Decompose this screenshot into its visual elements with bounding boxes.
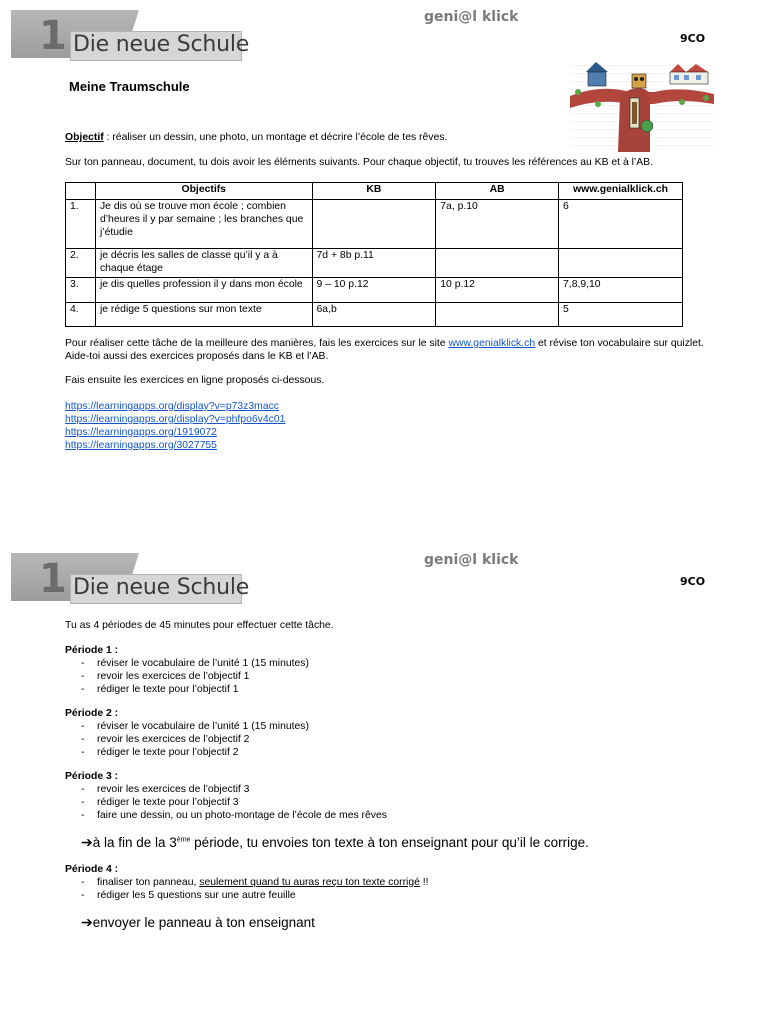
instructions-text: et révise ton vocabulaire sur quizlet. Aide-toi aussi des exercices proposés dans le KB et l’AB. — [65, 338, 704, 362]
objectives-table — [65, 182, 683, 327]
brand-logo: geni@l klick — [424, 552, 519, 568]
period-heading: Période 2 : — [65, 708, 119, 719]
table-row — [66, 200, 683, 249]
list-item-text: finaliser ton panneau, — [97, 876, 200, 888]
list-item: - rédiger le texte pour l’objectif 3 — [65, 797, 705, 810]
list-item: - réviser le vocabulaire de l’unité 1 (15 minutes) — [65, 658, 705, 671]
level-label: 9CO — [680, 32, 706, 45]
table-header-cell: AB — [436, 183, 559, 200]
list-item: - revoir les exercices de l’objectif 2 — [65, 734, 705, 747]
list-item: - rédiger les 5 questions sur une autre feuille — [65, 890, 705, 903]
period-4-note — [81, 914, 315, 932]
objective-line — [65, 132, 705, 145]
table-cell: 9 – 10 p.12 — [312, 277, 436, 302]
table-cell — [436, 302, 559, 326]
table-cell: 6a,b — [312, 302, 436, 326]
period-heading: Période 1 : — [65, 645, 119, 656]
learningapps-link[interactable]: https://learningapps.org/3027755 — [65, 439, 217, 451]
periods-intro: Tu as 4 périodes de 45 minutes pour effectuer cette tâche. — [65, 620, 334, 631]
list-item: - réviser le vocabulaire de l’unité 1 (15 minutes) — [65, 721, 705, 734]
list-item — [65, 877, 705, 890]
table-cell: 2. — [66, 249, 96, 278]
unit-banner — [11, 10, 250, 62]
unit-number: 1 — [39, 13, 67, 59]
unit-title: Die neue Schule — [73, 32, 250, 57]
unit-title: Die neue Schule — [73, 575, 250, 600]
table-cell: 7d + 8b p.11 — [312, 249, 436, 278]
table-header-cell: KB — [312, 183, 436, 200]
period-4-section — [65, 864, 705, 903]
period-3-note — [81, 834, 589, 852]
arrow-right-icon: ➔ — [81, 914, 93, 930]
table-cell — [559, 249, 683, 278]
list-item-text: !! — [419, 876, 429, 888]
table-cell: 10 p.12 — [436, 277, 559, 302]
instructions-text: Pour réaliser cette tâche de la meilleure des manières, fais les exercices sur le site — [65, 338, 449, 349]
table-cell: 1. — [66, 200, 96, 249]
learningapps-link[interactable]: https://learningapps.org/display?v=p73z3macc — [65, 401, 280, 412]
unit-banner — [11, 553, 250, 605]
period-3-section — [65, 771, 705, 823]
table-cell: je décris les salles de classe qu’il y a à chaque étage — [95, 249, 312, 278]
table-cell: Je dis où se trouve mon école ; combien d’heures il y par semaine ; les branches que j’étudie — [95, 200, 312, 249]
note-superscript: ème — [176, 836, 191, 844]
table-cell: 7,8,9,10 — [559, 277, 683, 302]
intro-paragraph: Sur ton panneau, document, tu dois avoir les éléments suivants. Pour chaque objectif, tu trouves les références au KB et à l’AB. — [65, 157, 653, 168]
genialklick-link[interactable]: www.genialklick.ch — [448, 338, 536, 349]
table-header-cell: Objectifs — [95, 183, 312, 200]
note-text: à la fin de la 3 — [92, 835, 177, 850]
table-cell — [436, 249, 559, 278]
note-text: période, tu envoies ton texte à ton enseignant pour qu’il le corrige. — [190, 835, 589, 850]
exercises-paragraph: Fais ensuite les exercices en ligne proposés ci-dessous. — [65, 375, 325, 386]
underlined-text: seulement quand tu auras reçu ton texte corrigé — [199, 876, 420, 888]
list-item: - faire une dessin, ou un photo-montage de l’école de mes rêves — [65, 810, 705, 823]
brand-logo: geni@l klick — [424, 9, 519, 25]
table-cell: je dis quelles profession il y dans mon école — [95, 277, 312, 302]
objective-text: : réaliser un dessin, une photo, un montage et décrire l’école de tes rêves. — [103, 132, 448, 143]
objective-label: Objectif — [65, 132, 104, 143]
learningapps-link[interactable]: https://learningapps.org/1919072 — [65, 426, 217, 438]
period-heading: Période 4 : — [65, 864, 119, 875]
table-row — [66, 277, 683, 302]
learningapps-links — [65, 401, 705, 453]
unit-number: 1 — [39, 556, 67, 602]
table-cell: 5 — [559, 302, 683, 326]
table-row — [66, 249, 683, 278]
table-cell — [312, 200, 436, 249]
list-item: - rédiger le texte pour l’objectif 2 — [65, 747, 705, 760]
instructions-paragraph — [65, 338, 705, 364]
note-text: envoyer le panneau à ton enseignant — [92, 915, 315, 930]
table-cell: 6 — [559, 200, 683, 249]
table-cell: 7a, p.10 — [436, 200, 559, 249]
table-cell: je rédige 5 questions sur mon texte — [95, 302, 312, 326]
list-item: - revoir les exercices de l’objectif 3 — [65, 784, 705, 797]
page-title: Meine Traumschule — [69, 79, 190, 94]
table-cell: 3. — [66, 277, 96, 302]
arrow-right-icon: ➔ — [81, 834, 93, 850]
table-header-cell — [66, 183, 96, 200]
list-item: - revoir les exercices de l’objectif 1 — [65, 671, 705, 684]
list-item: - rédiger le texte pour l’objectif 1 — [65, 684, 705, 697]
learningapps-link[interactable]: https://learningapps.org/display?v=phfpo6v4c01 — [65, 413, 286, 425]
table-cell: 4. — [66, 302, 96, 326]
period-heading: Période 3 : — [65, 771, 119, 782]
level-label: 9CO — [680, 575, 706, 588]
period-2-section — [65, 708, 705, 760]
table-row — [66, 302, 683, 326]
table-header-row — [66, 183, 683, 200]
table-header-cell: www.genialklick.ch — [559, 183, 683, 200]
period-1-section — [65, 645, 705, 697]
